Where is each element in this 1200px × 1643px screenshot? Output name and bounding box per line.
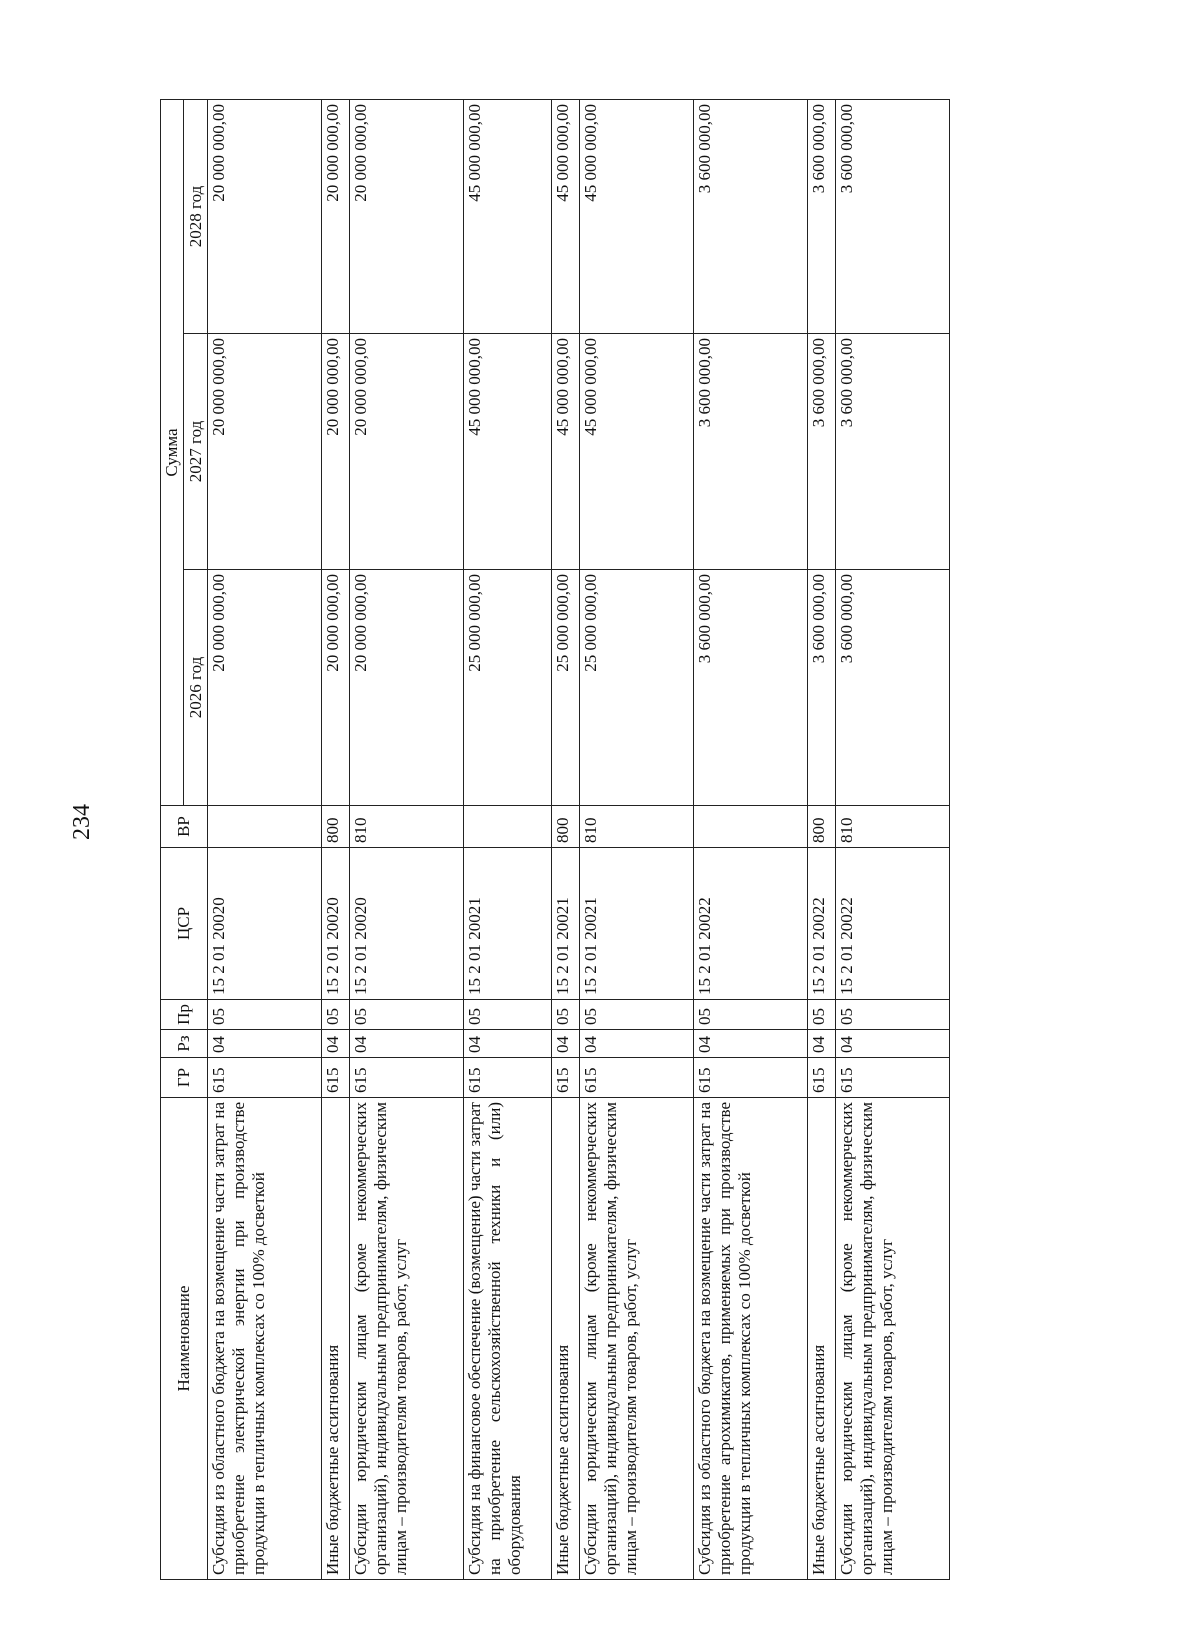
table-row bbox=[464, 100, 552, 1580]
cell-csr: 15 2 01 20022 bbox=[693, 848, 807, 1000]
header-pr: Пр bbox=[161, 1000, 208, 1030]
cell-vr: 810 bbox=[350, 806, 464, 848]
cell-vr: 800 bbox=[807, 806, 835, 848]
cell-2028: 20 000 000,00 bbox=[321, 100, 349, 334]
cell-pr: 05 bbox=[551, 1000, 579, 1030]
cell-vr bbox=[464, 806, 552, 848]
cell-2027: 45 000 000,00 bbox=[551, 334, 579, 570]
cell-2027: 3 600 000,00 bbox=[693, 334, 807, 570]
cell-csr: 15 2 01 20021 bbox=[551, 848, 579, 1000]
header-name: Наименование bbox=[161, 1098, 208, 1580]
cell-2026: 3 600 000,00 bbox=[693, 570, 807, 806]
cell-vr bbox=[208, 806, 322, 848]
header-gr: ГР bbox=[161, 1058, 208, 1098]
cell-2026: 25 000 000,00 bbox=[580, 570, 694, 806]
cell-rz: 04 bbox=[693, 1030, 807, 1058]
cell-name: Субсидии юридическим лицам (кроме некоммерческих организаций), индивидуальным предпринимателям, физическим лицам – производителям товаров, работ, услуг bbox=[580, 1098, 694, 1580]
cell-pr: 05 bbox=[321, 1000, 349, 1030]
cell-pr: 05 bbox=[693, 1000, 807, 1030]
cell-2028: 45 000 000,00 bbox=[551, 100, 579, 334]
cell-2026: 25 000 000,00 bbox=[551, 570, 579, 806]
cell-rz: 04 bbox=[350, 1030, 464, 1058]
cell-csr: 15 2 01 20022 bbox=[836, 848, 950, 1000]
cell-name: Иные бюджетные ассигнования bbox=[551, 1098, 579, 1580]
cell-name: Субсидия из областного бюджета на возмещение части затрат на приобретение электрической энергии при производстве продукции в тепличных комплексах со 100% досветкой bbox=[208, 1098, 322, 1580]
cell-vr: 800 bbox=[551, 806, 579, 848]
cell-2026: 20 000 000,00 bbox=[208, 570, 322, 806]
cell-2028: 20 000 000,00 bbox=[208, 100, 322, 334]
cell-pr: 05 bbox=[836, 1000, 950, 1030]
header-year-2028: 2028 год bbox=[184, 100, 208, 334]
cell-rz: 04 bbox=[208, 1030, 322, 1058]
cell-pr: 05 bbox=[350, 1000, 464, 1030]
cell-name: Иные бюджетные ассигнования bbox=[321, 1098, 349, 1580]
table-row bbox=[551, 100, 579, 1580]
cell-2026: 20 000 000,00 bbox=[321, 570, 349, 806]
cell-name: Субсидия на финансовое обеспечение (возмещение) части затрат на приобретение сельскохозяйственной техники и (или) оборудования bbox=[464, 1098, 552, 1580]
cell-gr: 615 bbox=[464, 1058, 552, 1098]
cell-2027: 20 000 000,00 bbox=[350, 334, 464, 570]
cell-name: Субсидия из областного бюджета на возмещение части затрат на приобретение агрохимикатов, применяемых при производстве продукции в тепличных комплексах со 100% досветкой bbox=[693, 1098, 807, 1580]
table-row bbox=[836, 100, 950, 1580]
cell-vr: 800 bbox=[321, 806, 349, 848]
cell-gr: 615 bbox=[551, 1058, 579, 1098]
cell-pr: 05 bbox=[464, 1000, 552, 1030]
cell-2026: 3 600 000,00 bbox=[836, 570, 950, 806]
cell-rz: 04 bbox=[551, 1030, 579, 1058]
cell-csr: 15 2 01 20022 bbox=[807, 848, 835, 1000]
cell-rz: 04 bbox=[836, 1030, 950, 1058]
cell-2026: 25 000 000,00 bbox=[464, 570, 552, 806]
rotated-table-container bbox=[160, 100, 950, 1580]
header-row-1 bbox=[161, 100, 184, 1580]
cell-2027: 45 000 000,00 bbox=[464, 334, 552, 570]
cell-gr: 615 bbox=[580, 1058, 694, 1098]
cell-2027: 20 000 000,00 bbox=[208, 334, 322, 570]
cell-2028: 45 000 000,00 bbox=[580, 100, 694, 334]
cell-name: Субсидии юридическим лицам (кроме некоммерческих организаций), индивидуальным предпринимателям, физическим лицам – производителям товаров, работ, услуг bbox=[350, 1098, 464, 1580]
cell-gr: 615 bbox=[208, 1058, 322, 1098]
cell-csr: 15 2 01 20021 bbox=[580, 848, 694, 1000]
cell-rz: 04 bbox=[464, 1030, 552, 1058]
cell-2028: 20 000 000,00 bbox=[350, 100, 464, 334]
header-year-2027: 2027 год bbox=[184, 334, 208, 570]
cell-csr: 15 2 01 20020 bbox=[350, 848, 464, 1000]
page-number: 234 bbox=[69, 804, 95, 840]
table-row bbox=[693, 100, 807, 1580]
cell-2028: 3 600 000,00 bbox=[693, 100, 807, 334]
cell-2028: 3 600 000,00 bbox=[807, 100, 835, 334]
cell-vr: 810 bbox=[836, 806, 950, 848]
cell-rz: 04 bbox=[321, 1030, 349, 1058]
cell-rz: 04 bbox=[807, 1030, 835, 1058]
budget-table bbox=[160, 99, 950, 1580]
table-row bbox=[807, 100, 835, 1580]
cell-2028: 3 600 000,00 bbox=[836, 100, 950, 334]
cell-2027: 3 600 000,00 bbox=[807, 334, 835, 570]
cell-vr bbox=[693, 806, 807, 848]
cell-2027: 3 600 000,00 bbox=[836, 334, 950, 570]
header-rz: Рз bbox=[161, 1030, 208, 1058]
cell-csr: 15 2 01 20020 bbox=[208, 848, 322, 1000]
cell-gr: 615 bbox=[350, 1058, 464, 1098]
cell-csr: 15 2 01 20021 bbox=[464, 848, 552, 1000]
table-row bbox=[580, 100, 694, 1580]
cell-name: Иные бюджетные ассигнования bbox=[807, 1098, 835, 1580]
cell-pr: 05 bbox=[807, 1000, 835, 1030]
header-year-2026: 2026 год bbox=[184, 570, 208, 806]
cell-2026: 20 000 000,00 bbox=[350, 570, 464, 806]
cell-2026: 3 600 000,00 bbox=[807, 570, 835, 806]
cell-gr: 615 bbox=[321, 1058, 349, 1098]
cell-rz: 04 bbox=[580, 1030, 694, 1058]
cell-gr: 615 bbox=[836, 1058, 950, 1098]
table-row bbox=[208, 100, 322, 1580]
header-sum: Сумма bbox=[161, 100, 184, 806]
table-row bbox=[350, 100, 464, 1580]
cell-gr: 615 bbox=[693, 1058, 807, 1098]
cell-gr: 615 bbox=[807, 1058, 835, 1098]
cell-2027: 45 000 000,00 bbox=[580, 334, 694, 570]
cell-vr: 810 bbox=[580, 806, 694, 848]
header-csr: ЦСР bbox=[161, 848, 208, 1000]
cell-name: Субсидии юридическим лицам (кроме некоммерческих организаций), индивидуальным предпринимателям, физическим лицам – производителям товаров, работ, услуг bbox=[836, 1098, 950, 1580]
cell-pr: 05 bbox=[580, 1000, 694, 1030]
cell-pr: 05 bbox=[208, 1000, 322, 1030]
cell-2027: 20 000 000,00 bbox=[321, 334, 349, 570]
table-row bbox=[321, 100, 349, 1580]
cell-csr: 15 2 01 20020 bbox=[321, 848, 349, 1000]
cell-2028: 45 000 000,00 bbox=[464, 100, 552, 334]
header-vr: ВР bbox=[161, 806, 208, 848]
